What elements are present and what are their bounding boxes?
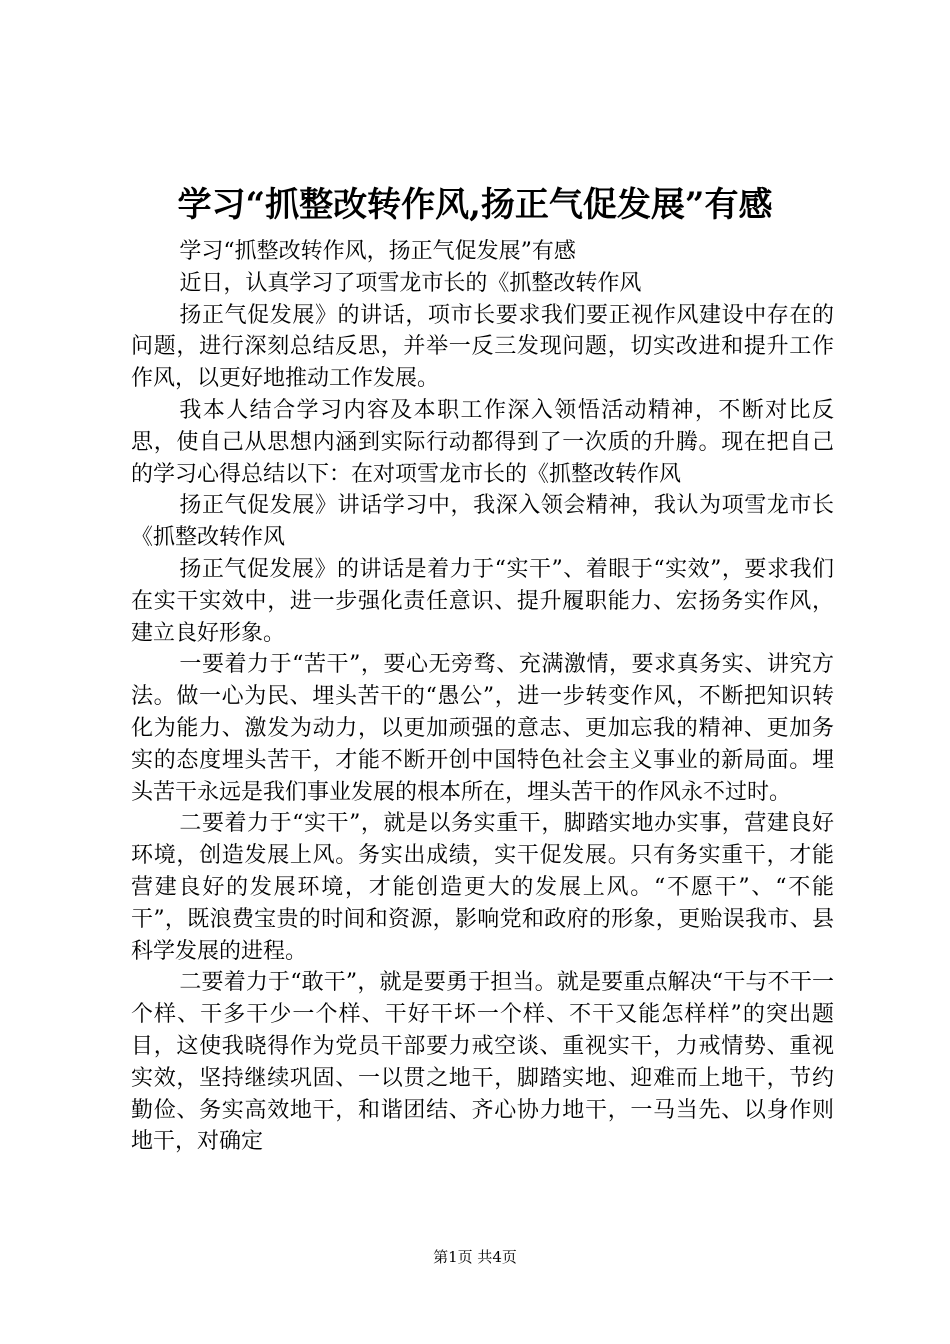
paragraph-6: 扬正气促发展》的讲话是着力于“实干”、着眼于“实效”，要求我们在实干实效中，进一步强化责任意识、提升履职能力、宏扬务实作风，建立良好形象。 bbox=[131, 556, 834, 646]
document-body bbox=[131, 236, 834, 1158]
paragraph-7: 一要着力于“苦干”，要心无旁骛、充满激情，要求真务实、讲究方法。做一心为民、埋头苦干的“愚公”，进一步转变作风，不断把知识转化为能力、激发为动力，以更加顽强的意志、更加忘我的精神、更加务实的态度埋头苦干，才能不断开创中国特色社会主义事业的新局面。埋头苦干永远是我们事业发展的根本所在，埋头苦干的作风永不过时。 bbox=[131, 652, 834, 805]
paragraph-4: 我本人结合学习内容及本职工作深入领悟活动精神，不断对比反思，使自己从思想内涵到实际行动都得到了一次质的升腾。现在把自己的学习心得总结以下：在对项雪龙市长的《抓整改转作风 bbox=[131, 397, 834, 487]
paragraph-9: 二要着力于“敢干”，就是要勇于担当。就是要重点解决“干与不干一个样、干多干少一个样、干好干坏一个样、不干又能怎样样”的突出题目，这使我晓得作为党员干部要力戒空谈、重视实干，力戒情势、重视实效，坚持继续巩固、一以贯之地干，脚踏实地、迎难而上地干，节约勤俭、务实高效地干，和谐团结、齐心协力地干，一马当先、以身作则地干，对确定 bbox=[131, 970, 834, 1155]
paragraph-5: 扬正气促发展》讲话学习中，我深入领会精神，我认为项雪龙市长《抓整改转作风 bbox=[131, 493, 834, 551]
document-title: 学习“抓整改转作风,扬正气促发展”有感 bbox=[177, 185, 773, 225]
paragraph-2: 近日，认真学习了项雪龙市长的《抓整改转作风 bbox=[179, 270, 642, 296]
paragraph-1: 学习“抓整改转作风，扬正气促发展”有感 bbox=[179, 239, 576, 264]
page-footer: 第1页 共4页 bbox=[433, 1248, 517, 1266]
paragraph-8: 二要着力于“实干”，就是以务实重干，脚踏实地办实事，营建良好环境，创造发展上风。务实出成绩，实干促发展。只有务实重干，才能营建良好的发展环境，才能创造更大的发展上风。“不愿干”、“不能干”，既浪费宝贵的时间和资源，影响党和政府的形象，更贻误我市、县科学发展的进程。 bbox=[131, 811, 834, 964]
paragraph-3: 扬正气促发展》的讲话，项市长要求我们要正视作风建设中存在的问题，进行深刻总结反思，并举一反三发现问题，切实改进和提升工作作风，以更好地推动工作发展。 bbox=[131, 302, 834, 392]
